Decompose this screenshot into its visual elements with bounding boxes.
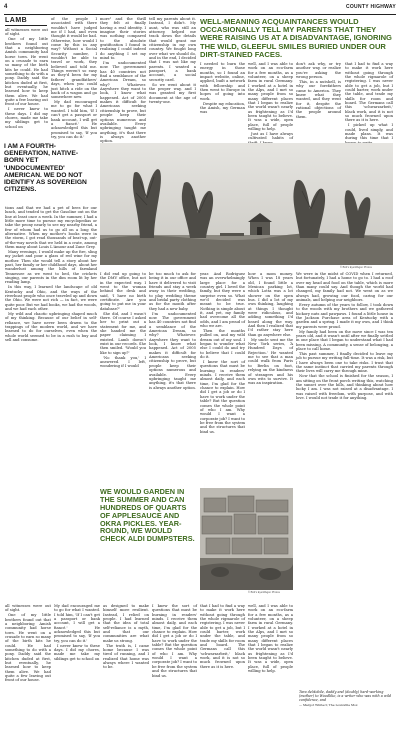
paragraph: I never knew to these days. I did my chores, made me take my siblings get to school on <box>5 107 48 129</box>
paragraph: of the people I associated with there wouldn't have judged me if I had, and even thought it would be bad. Otherwise, how would I come by this in any way? Without a Social Security number, I wouldn't be able to travel or work, they believed and told me. Things weren't so easy as they'd been for my fathers' grandfathers' days, when you could just hitch a ride on the back of a wagon and go somewhere new. <box>51 17 97 100</box>
pull-quote-top: WELL-MEANING ACQUAINTANCES WOULD OCCASIONALLY TELL MY PARENTS THAT THEY WERE RAISING US AT A DISADVANTAGE, IGNORING THE WILD, GLEEFUL SMILES BURIED UNDER OUR DIRT-STAINED FACES. <box>200 17 392 59</box>
photo-house-trees <box>100 143 393 265</box>
article-column-8 <box>345 62 393 140</box>
paragraph: My family had been on the move since I was ten years old, and it wasn't until after we finally settled in one place that I began to understand what I had been missing. A community, a sense of belonging, a place to call home. <box>296 329 393 352</box>
author-note <box>299 690 392 707</box>
paragraph: that I had to find a way to make it work here without going through the whole rigmarole of registering. I was never able to get a job, but I could barter, work under the table, and trade my skills for room and board. The Germans call this 'schwarzarbeit,' black work, and it is not so much frowned upon there as it is here. <box>200 604 245 669</box>
article-column-4 <box>149 17 196 139</box>
article-column-right <box>296 272 393 602</box>
paragraph: This past summer, I finally decided to leave my job to pursue my writing full-time. It was a risk, but I have always been one to take risks. I trust that the same instinct that carried my parents through their lives will carry me through mine. <box>296 351 393 374</box>
paragraph: I picked up what I could, lived simply, and made plans. It was during this time that I <box>345 123 393 141</box>
pull-quote-middle: WE WOULD GARDEN IN THE SUMMER AND CAN HUNDREDS OF QUARTS OF APPLESAUCE AND OKRA PICKLES. YEAR-ROUND, WE WOULD CHECK ALDI DUMPSTERS. <box>100 487 195 544</box>
paragraph: Then the months pulled on, and my wild dream out of my soul. I began to wonder what else I could do and try to believe that I could do it. <box>200 329 245 360</box>
photo-credit-top: © Bird's Eye/Wagon Photos <box>340 266 372 269</box>
article-column-mid-2 <box>149 272 196 484</box>
photo-stone-wall <box>200 488 293 590</box>
author-note-signature: — Margot Whitecr, The Louisville Mox <box>299 703 358 707</box>
paragraph: My dad encouraged me to go for what I wanted. I told him, 'If I can't get a passport or bank account, I will get a fiancé.' He acknowledged this but promised to say, 'If you try, you can do it.' <box>54 604 100 643</box>
paragraph: don't ask why, or try another way, or realize you're asking the wrong person. <box>296 62 341 80</box>
paragraph: year. And Rodriguez was an overwhelmingly large place for a country girl. I loved the family, but they were a surprise even so. What we'd decided was meant to be true. Nothing is simple about it, and yet, my family had overcome all the odds, and I am proud of who we are. <box>200 272 245 329</box>
pull-quote-left: I AM A FOURTH-GENERATION, NATIVE-BORN YET 'UNDOCUMENTED' AMERICAN. WE DO NOT IDENTIFY AS SOVEREIGN CITIZENS. <box>4 143 87 194</box>
article-column-bottom-3 <box>103 604 149 728</box>
article-column-bottom-1 <box>5 604 51 728</box>
article-column-1 <box>5 28 48 139</box>
paragraph: well, and I was able to work on an eco-farm for a few months, as a volunteer, on a sheep farm in rural Germany. I worked at a hotel in the Alps, and I met so many people from so many different places that I began to realize the world wasn't nearly as frightening as I'd been taught to believe. It was a wide, open place, full of people willing to help. <box>248 62 293 132</box>
paragraph: I'm undocumented now. The government has 40 countries not find a semblance of the American Dream, so why? Whatever. Anywhere they want to look, I know what happened. Act of 2005 makes it difficult for Americans seeking citizenship to prove, but people keep their options numerous and available. Every upbringing taught me anything, it's that there is always another option. <box>100 61 146 144</box>
paragraph: be too much to ask for being it in our office and have it delivered to visit friends and stay a week away in their wedding, to play wedding theme and bridal party clothing as for the month after they had a new baby. <box>149 272 196 311</box>
paragraph: I'm undocumented now. The government has 40 countries not find a semblance of the American Dream, so why? Whatever. Anywhere they want to look, I know what happened. Act of 2005 makes it difficult for Americans seeking citizenship to prove, but people keep their options numerous and available. Every upbringing taught me anything, it's that there is always another option. <box>149 311 196 390</box>
paragraph: tell my parents about it. Instead, I didn't. My aunt, who was still an attorney, helped me track down the details that would grant me citizenship in my own country. We fought long over what we should do, and in the end, I decided that I was not like my parents. I wanted a passport, a bank account, a social security card. <box>149 17 196 82</box>
paragraph: My wild and chaotic upbringing shaped much of my thinking. Because of our belief in self-reliance, we have never been drawn to the trappings of the modern world, and we have learned to do for ourselves, even when the whole world seemed to be in a rush to buy and sell and consume. <box>5 312 97 343</box>
article-column-bottom-6 <box>248 604 293 728</box>
paragraph: Now that the school is finished for the season, I am sitting on the front porch writing this, watching the sunset over the hills, and thinking about how lucky I am. I was not raised at a disadvantage. I was raised with freedom, with purpose, and with love. I would not trade it for anything. <box>296 374 393 400</box>
paragraph: how a mom money. When I was 18 years old, I found little a Mexican parking lot, which Lotta was a lot shower on the open bus. I did a lot of my own thinking, laughing at things I thought were ridiculous, and adding something I'd heard along the way. And then I realized that I'd rather stay here than go anywhere else. <box>248 272 293 337</box>
photo-house-trees-graphic <box>100 143 393 265</box>
article-column-left-body <box>5 206 97 484</box>
paragraph: In this way, I learned the landscape of old Kentucky and Ohio, and the ways of the riverboat people who once traveled up and down the Ohio. We were not rich — in fact, we were quite poor. But we had books, we had the woods, and we had each other. <box>5 285 97 312</box>
paragraph: 'No thank you,' I answered. I left, wondering if I would <box>100 355 146 369</box>
article-column-mid-1 <box>100 272 146 484</box>
paragraph: Every autumn of the years to follow, I took down to the woods with my brothers and we gathered hickory nuts and pawpaws. I found a little house in the Jackson Purchase area of Kentucky with a garden and a spring. I made it my own, and I think my parents were proud. <box>296 303 393 329</box>
paragraph: We were in the midst of COVID when I returned, but fortunately, I had a home to go to. I had a roof over my head and food on the table, which is more than many could say. And though the world had changed, my family had not. We went on as we always had, growing our food, caring for our animals, and helping our neighbors. <box>296 272 393 303</box>
paragraph: So we went about it the proper way, and I was granted my first document at the age of twenty-one. <box>149 82 196 105</box>
paragraph: tions and that we had a pet of bees for our lunch, and tended to get the Gasoline out on the line at least once a week. In the summer, I had a little more time to pursue my encyclopedias or take the peony nearly to see my nearby friend, a few of whom had us to go all on a long the alternative. When my mother's books were in the storm, I got read thousands of beat-up, out-of-the-way novels that we held in a crate, among them many about Louis L'Amour and Zane Grey. <box>5 206 97 250</box>
article-column-bottom-2 <box>54 604 100 728</box>
paragraph: I needed to burn the energy in those months, so I found an impact website, online, applied, built a network with fellowship and then went to Europe in hopes of going into work. <box>200 62 245 101</box>
paragraph: I knew the sort of questions that must be burning in readers' minds. I receive them almost daily, and each time, I'm glad for the chance to explain. How did I get a job or do I have to work under the table? But the question comes the whole point of who I am. Why would I want a corporate job? I want to be free from the system and the structures that bind us. <box>200 360 246 434</box>
paragraph: This, in a nutshell, is why our forefathers came to America. They knew what they wanted, and they went for it, despite the rational objections of the people around them. <box>296 79 341 119</box>
paragraph: My uncle sent me the New York series, ‘A Hundred Days of Rejection.’ He wanted me to see that a man could walk from Paris to Berlin on foot, relying on the kindness of strangers and his own wits to survive. It was an inspiration. <box>248 337 293 386</box>
paragraph: I did end up going to the DMV office, but not in the expected way. I went to the woman behind the desk and said, 'I have no birth certificate. Are you going to put me in your database?' <box>100 272 146 311</box>
paragraph: as designed to make himself more resilient. Instead, I relied on people. I had learned that the idea of total self-reliance is a myth, and that our communities are what make us strong. <box>103 604 149 643</box>
article-column-bottom-5 <box>200 604 245 728</box>
page-number: 4 <box>4 4 8 10</box>
paragraph: all witnesses were out of sight. <box>5 604 51 613</box>
paragraph: One of my little brothers found out that a neighboring Amish community had horse tows. He went on a crusade to earn so many of the birth kits he could. He had something to do with a pony. Daddy said the kitchen duded at first, but eventually, he learned how to keep them alive. We had quite a few leaving out front of our house. <box>5 613 52 683</box>
paragraph: Just as I have always cultivated habits of <box>248 132 293 141</box>
paragraph: Despite my education, the Amish, my German was <box>200 101 245 115</box>
paragraph: Many evenings, I would make up the fire, sling my jacket and pour a glass of red wine for my mother. Then she would tell a story about her past, her family or her childhood days, about her wanderlust among the hills of farmland Tennessee as we went to bed, the crickets singing, our parents in the dim room lit by her reading lamp. <box>5 250 97 285</box>
article-column-7 <box>296 62 341 140</box>
paragraph: I never knew to these days. I did my chores, made me take my siblings get to school on <box>54 643 100 661</box>
photo-stone-wall-graphic <box>200 488 293 590</box>
paragraph: all witnesses were out of sight. <box>5 28 48 37</box>
author-byline: LAMB <box>5 17 28 24</box>
article-column-6 <box>248 62 293 140</box>
article-column-2 <box>51 17 97 139</box>
byline-rule <box>5 25 47 26</box>
paragraph: that I had to find a way to make it work here without going through the whole rigmarole of registering. I was never able to get a job, but I could barter, work under the table, and trade my skills for room and board. The Germans call this 'schwarzarbeit,' black work, and it is not so much frowned upon there as it is here. <box>345 62 393 123</box>
paragraph: more" and the thrill they felt at finally having a real identity. I imagine their stories was nothing compared to the absolute gratification I found in realizing I could indeed do anything I set my mind to. <box>100 17 146 61</box>
paper-name: COUNTY HIGHWAY <box>345 4 396 10</box>
article-column-3 <box>100 17 146 144</box>
article-column-5 <box>200 62 245 140</box>
article-column-bottom-4 <box>152 604 197 728</box>
page-header <box>4 4 396 15</box>
paragraph: I knew the sort of questions that must be burning in readers' minds. I receive them almost daily, and each time, I'm glad for the chance to explain. How did I get a job or do I have to work under the table? But the question comes the whole point of who I am. Why would I want a corporate job? I want to be free from the system and the structures that bind us. <box>152 604 198 678</box>
author-note-text: Tara deMobile, daddy and (doubly) hard-working (mother) to Woodlike, is a writer who was with a wild confidence, and <box>299 690 392 702</box>
article-column-mid-4 <box>248 272 293 484</box>
photo-credit-bottom: © Bird's Eye/Wagon Photos <box>248 591 280 594</box>
paragraph: She did, and I wasn't there. Of course I asked her to print out a statement for me, and she handed me the paper claiming I existed. Lamb doesn't exist in our records. She then smiled. 'Would you like to sign up?' <box>100 311 146 355</box>
paragraph: well, and I was able to work on an eco-farm for a few months, as a volunteer, on a sheep farm in rural Germany. I worked at a hotel in the Alps, and I met so many people from so many different places that I began to realize the world wasn't nearly as frightening as I'd been taught to believe. It was a wide, open place, full of people willing to help. <box>248 604 293 674</box>
paragraph: The truth is, I came home because I was tired of running, and I realized that home was always where I wanted to be. <box>103 643 149 670</box>
paragraph: My dad encouraged me to go for what I wanted. I told him, 'If I can't get a passport or bank account, I will get a fiancé.' He acknowledged this but promised to say, 'If you try, you can do it.' <box>51 100 97 139</box>
article-column-mid-3 <box>200 272 245 484</box>
paragraph: One of my little brothers found out that a neighboring Amish community had horse tows. He went on a crusade to earn so many of the birth kits he could. He had something to do with a pony. Daddy said the kitchen duded at first, but eventually, he learned how to keep them alive. We had quite a few leaving out front of our house. <box>5 37 48 107</box>
